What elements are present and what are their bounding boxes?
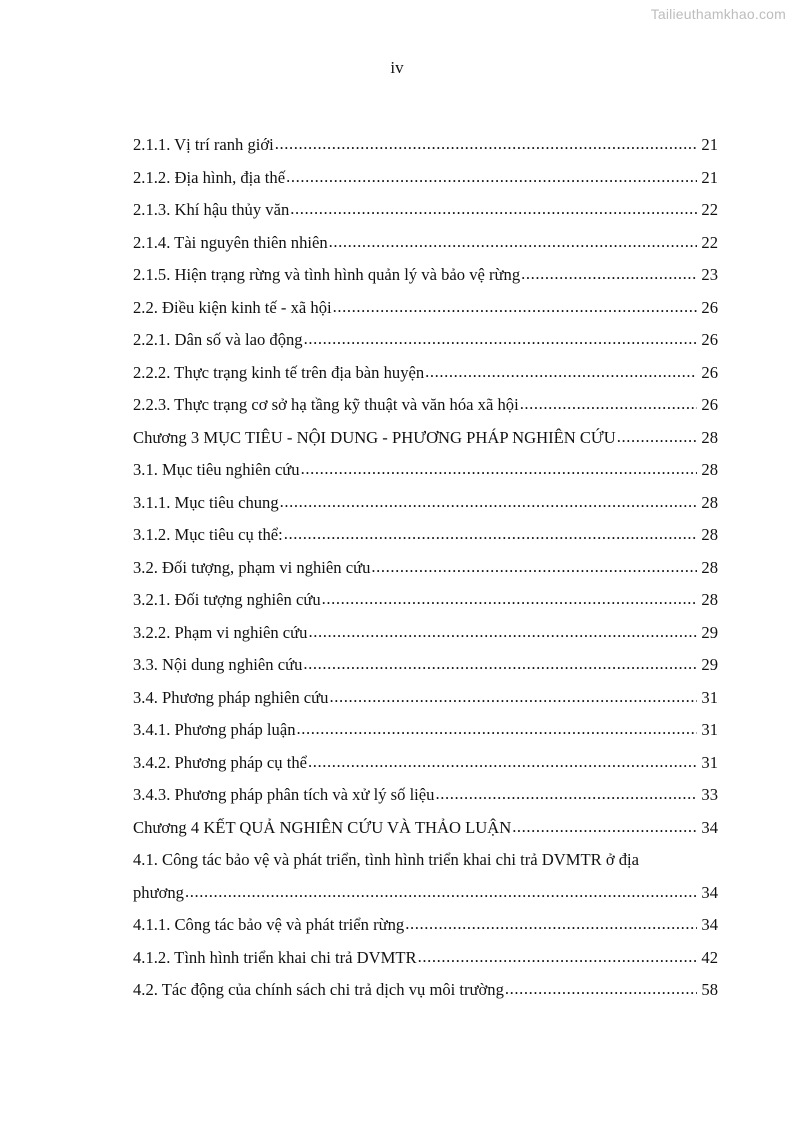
- toc-entry[interactable]: [133, 747, 718, 780]
- toc-entry-title: 2.2.1. Dân số và lao động: [133, 330, 303, 349]
- toc-entry-title: 3.4. Phương pháp nghiên cứu: [133, 687, 329, 707]
- toc-entry[interactable]: [133, 942, 718, 975]
- toc-entry-page: 28: [701, 557, 718, 577]
- toc-dot-leader: [333, 291, 697, 324]
- toc-dot-leader: [284, 518, 697, 551]
- toc-dot-leader: [322, 583, 697, 616]
- toc-dot-leader: [329, 681, 697, 714]
- toc-dot-leader: [405, 908, 697, 941]
- toc-entry-page: 33: [701, 785, 718, 804]
- toc-entry-title: 3.2. Đối tượng, phạm vi nghiên cứu: [133, 557, 371, 577]
- toc-entry[interactable]: [133, 617, 718, 650]
- toc-dot-leader: [418, 941, 697, 974]
- toc-entry-title: 2.1.2. Địa hình, địa thế: [133, 167, 286, 187]
- toc-entry-page: 42: [701, 947, 718, 967]
- toc-dot-leader: [286, 161, 697, 194]
- toc-entry-page: 29: [701, 655, 718, 674]
- toc-entry[interactable]: [133, 422, 718, 455]
- toc-entry[interactable]: [133, 812, 718, 845]
- toc-entry-title: 2.1.3. Khí hậu thủy văn: [133, 200, 290, 219]
- toc-entry-title-line2: phương: [133, 882, 184, 902]
- toc-entry-page: 26: [701, 330, 718, 349]
- toc-entry[interactable]: [133, 162, 718, 195]
- toc-dot-leader: [301, 453, 697, 486]
- toc-entry[interactable]: [133, 909, 718, 942]
- toc-entry-page: 34: [701, 817, 718, 837]
- toc-entry-title: 2.1.1. Vị trí ranh giới: [133, 135, 274, 154]
- toc-entry[interactable]: [133, 454, 718, 487]
- toc-entry[interactable]: [133, 227, 718, 260]
- toc-entry-title: 3.1.1. Mục tiêu chung: [133, 492, 279, 512]
- toc-dot-leader: [308, 616, 697, 649]
- toc-dot-leader: [521, 258, 697, 291]
- toc-entry-title: 3.4.2. Phương pháp cụ thể: [133, 752, 308, 772]
- toc-entry-page: 21: [701, 135, 718, 154]
- toc-entry-page: 22: [701, 200, 718, 219]
- toc-entry-title: 2.2.2. Thực trạng kinh tế trên địa bàn huyện: [133, 362, 425, 382]
- toc-entry-page: 28: [701, 427, 718, 447]
- toc-entry-page: 22: [701, 232, 718, 252]
- toc-dot-leader: [280, 486, 697, 519]
- toc-dot-leader: [304, 323, 697, 356]
- toc-entry[interactable]: [133, 292, 718, 325]
- toc-entry-page: 26: [701, 395, 718, 414]
- toc-entry[interactable]: [133, 324, 718, 357]
- toc-entry[interactable]: [133, 552, 718, 585]
- toc-entry-page: 28: [701, 460, 718, 479]
- toc-entry[interactable]: [133, 844, 718, 909]
- page-number: iv: [390, 58, 404, 77]
- toc-entry-page: 34: [701, 915, 718, 934]
- toc-entry-title: 2.1.4. Tài nguyên thiên nhiên: [133, 232, 328, 252]
- toc-entry[interactable]: [133, 779, 718, 812]
- toc-dot-leader: [371, 551, 697, 584]
- toc-entry-page: 31: [701, 687, 718, 707]
- toc-entry-title: 2.1.5. Hiện trạng rừng và tình hình quản lý và bảo vệ rừng: [133, 265, 521, 284]
- toc-entry-title: 4.1.1. Công tác bảo vệ và phát triển rừng: [133, 915, 405, 934]
- toc-dot-leader: [425, 356, 697, 389]
- toc-entry-page: 28: [701, 492, 718, 512]
- toc-entry-page: 26: [701, 297, 718, 317]
- watermark: Tailieuthamkhao.com: [650, 6, 786, 22]
- toc-entry-title: 4.2. Tác động của chính sách chi trả dịch vụ môi trường: [133, 980, 504, 999]
- toc-entry-page: 29: [701, 622, 718, 642]
- toc-dot-leader: [185, 876, 697, 909]
- toc-entry[interactable]: [133, 357, 718, 390]
- toc-entry-page: 28: [701, 525, 718, 544]
- toc-entry-page: 23: [701, 265, 718, 284]
- toc-dot-leader: [617, 421, 697, 454]
- toc-entry[interactable]: [133, 714, 718, 747]
- toc-entry-title: 4.1.2. Tình hình triển khai chi trả DVMTR: [133, 947, 417, 967]
- toc-entry-title: 3.1. Mục tiêu nghiên cứu: [133, 460, 300, 479]
- toc-entry-page: 26: [701, 362, 718, 382]
- toc-dot-leader: [275, 128, 697, 161]
- toc-entry-title: 2.2. Điều kiện kinh tế - xã hội: [133, 297, 332, 317]
- toc-entry-title-line1: 4.1. Công tác bảo vệ và phát triển, tình hình triển khai chi trả DVMTR ở địa: [133, 850, 640, 869]
- toc-entry-page: 31: [701, 720, 718, 739]
- toc-dot-leader: [297, 713, 698, 746]
- toc-entry-title: 3.4.1. Phương pháp luận: [133, 720, 296, 739]
- toc-entry[interactable]: [133, 129, 718, 162]
- toc-dot-leader: [308, 746, 697, 779]
- toc-entry[interactable]: [133, 584, 718, 617]
- toc-entry[interactable]: [133, 389, 718, 422]
- toc-entry[interactable]: [133, 194, 718, 227]
- toc-entry[interactable]: [133, 519, 718, 552]
- toc-entry-title: Chương 3 MỤC TIÊU - NỘI DUNG - PHƯƠNG PHÁP NGHIÊN CỨU: [133, 427, 616, 447]
- toc-dot-leader: [435, 778, 697, 811]
- toc-entry-title: Chương 4 KẾT QUẢ NGHIÊN CỨU VÀ THẢO LUẬN: [133, 817, 512, 837]
- toc-entry-title: 3.4.3. Phương pháp phân tích và xử lý số liệu: [133, 785, 435, 804]
- toc-dot-leader: [290, 193, 697, 226]
- toc-entry-title: 3.2.1. Đối tượng nghiên cứu: [133, 590, 321, 609]
- toc-dot-leader: [329, 226, 697, 259]
- toc-entry-title: 3.1.2. Mục tiêu cụ thể:: [133, 525, 283, 544]
- toc-entry[interactable]: [133, 487, 718, 520]
- toc-entry-page: 34: [701, 882, 718, 902]
- toc-dot-leader: [520, 388, 697, 421]
- toc-dot-leader: [512, 811, 697, 844]
- toc-entry-page: 58: [701, 980, 718, 999]
- toc-entry-title: 3.3. Nội dung nghiên cứu: [133, 655, 303, 674]
- toc-entry-page: 21: [701, 167, 718, 187]
- toc-entry[interactable]: [133, 259, 718, 292]
- toc-entry[interactable]: [133, 682, 718, 715]
- table-of-contents: [133, 129, 718, 1007]
- toc-entry-page: 31: [701, 752, 718, 772]
- toc-entry[interactable]: [133, 649, 718, 682]
- toc-entry-page: 28: [701, 590, 718, 609]
- toc-dot-leader: [505, 973, 697, 1006]
- toc-entry[interactable]: [133, 974, 718, 1007]
- toc-dot-leader: [303, 648, 697, 681]
- toc-entry-title: 2.2.3. Thực trạng cơ sở hạ tầng kỹ thuật và văn hóa xã hội: [133, 395, 519, 414]
- toc-entry-title: 3.2.2. Phạm vi nghiên cứu: [133, 622, 308, 642]
